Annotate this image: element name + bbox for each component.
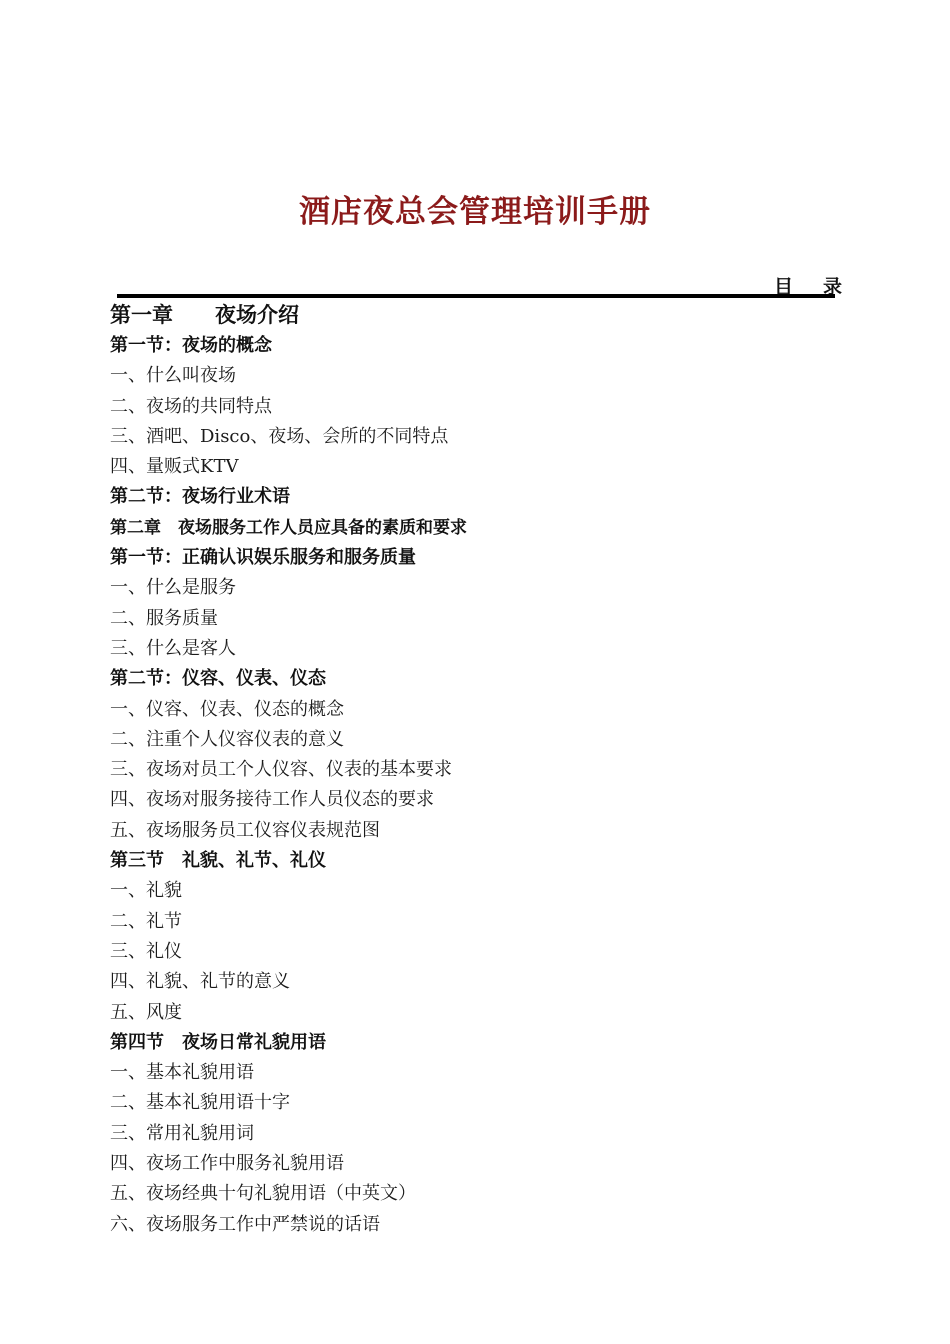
toc-line: 二、夜场的共同特点 [110, 395, 272, 417]
toc-line: 五、夜场服务员工仪容仪表规范图 [110, 819, 380, 841]
toc-line: 第一章 夜场介绍 [110, 303, 299, 327]
toc-line: 一、礼貌 [110, 880, 182, 902]
toc-line: 第二章 夜场服务工作人员应具备的素质和要求 [110, 517, 467, 538]
toc-line: 一、什么叫夜场 [110, 365, 236, 387]
toc-line: 三、夜场对员工个人仪容、仪表的基本要求 [110, 759, 452, 781]
toc-line: 二、基本礼貌用语十字 [110, 1092, 290, 1114]
toc-line: 四、夜场对服务接待工作人员仪态的要求 [110, 789, 434, 811]
toc-line: 三、什么是客人 [110, 637, 236, 659]
toc-line: 四、礼貌、礼节的意义 [110, 971, 290, 993]
table-of-contents [110, 299, 850, 1240]
toc-line: 第二节：仪容、仪表、仪态 [110, 668, 326, 690]
toc-line: 五、风度 [110, 1001, 182, 1023]
toc-line: 一、仪容、仪表、仪态的概念 [110, 698, 344, 720]
toc-line: 一、什么是服务 [110, 577, 236, 599]
toc-line: 三、常用礼貌用词 [110, 1122, 254, 1144]
toc-line: 第二节：夜场行业术语 [110, 486, 290, 508]
toc-line: 第三节 礼貌、礼节、礼仪 [110, 850, 326, 872]
toc-divider [117, 294, 835, 298]
toc-line: 三、酒吧、Disco、夜场、会所的不同特点 [110, 425, 449, 447]
toc-line: 五、夜场经典十句礼貌用语（中英文） [110, 1183, 416, 1205]
toc-line: 一、基本礼貌用语 [110, 1062, 254, 1084]
toc-header: 目录 [773, 276, 872, 298]
toc-line: 六、夜场服务工作中严禁说的话语 [110, 1213, 380, 1235]
toc-line: 二、服务质量 [110, 607, 218, 629]
toc-line: 二、礼节 [110, 910, 182, 932]
toc-line: 三、礼仪 [110, 940, 182, 962]
toc-line: 四、夜场工作中服务礼貌用语 [110, 1153, 344, 1175]
toc-line: 四、量贩式KTV [110, 456, 239, 478]
toc-line: 第一节：正确认识娱乐服务和服务质量 [110, 547, 416, 569]
document-title: 酒店夜总会管理培训手册 [299, 194, 651, 230]
toc-line: 第一节：夜场的概念 [110, 335, 272, 356]
toc-line: 二、注重个人仪容仪表的意义 [110, 728, 344, 750]
toc-line: 第四节 夜场日常礼貌用语 [110, 1031, 326, 1053]
